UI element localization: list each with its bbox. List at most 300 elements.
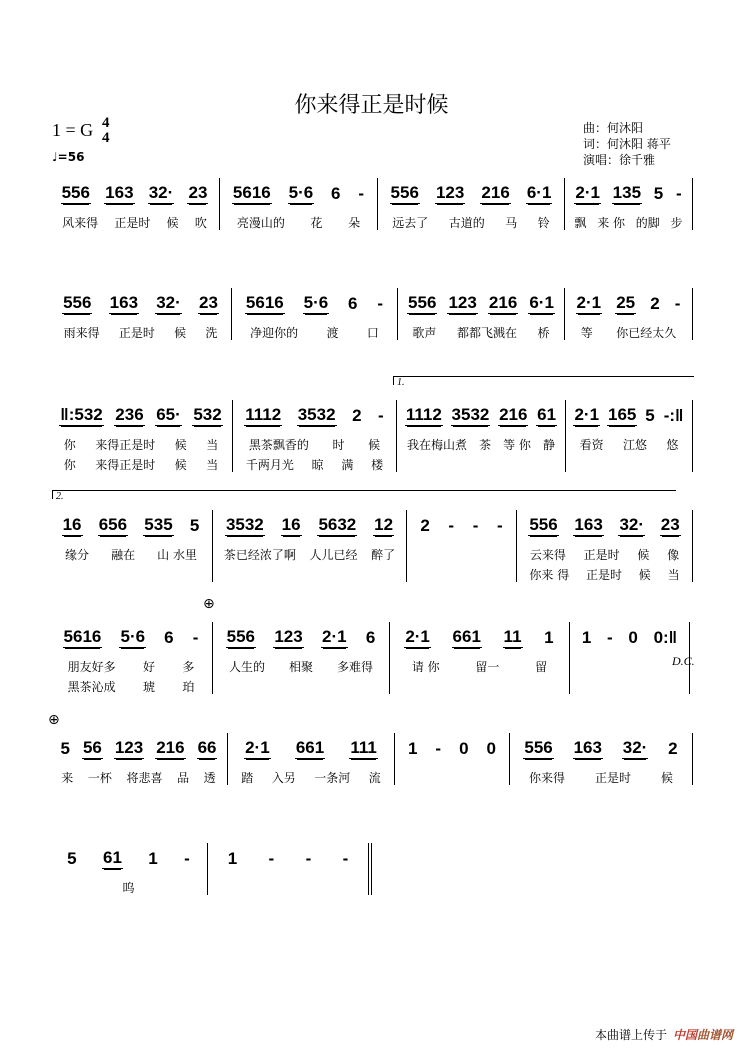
lyrics-line (521, 546, 688, 562)
measure (510, 733, 693, 785)
lyric-segment: 入另 (271, 771, 296, 785)
lyric-segment: 一杯 (87, 771, 112, 785)
note-group: 656 (98, 515, 128, 534)
note-group: 6·1 (529, 293, 554, 312)
lyric-segment: 来 你 (597, 216, 626, 230)
measure (213, 622, 390, 694)
note-group: 5 (189, 516, 200, 535)
lyric-segment: 步 (670, 216, 683, 230)
note-group: 2·1 (321, 627, 347, 646)
lyric-segment: 亮漫山的 (236, 216, 285, 230)
notes-row (232, 733, 390, 759)
note-group: 3532 (451, 405, 490, 424)
lyric-segment: 等 你 (503, 438, 531, 452)
notes-row (54, 733, 223, 759)
note-group: 163 (105, 183, 134, 202)
note-group: 3532 (225, 515, 264, 534)
lyric-segment: 渡 (326, 326, 339, 340)
lyric-segment: 茶已经浓了啊 (223, 548, 296, 562)
lyric-segment: 远去了 (392, 216, 429, 230)
note-group: 0 (628, 628, 638, 647)
logo-text-2: 曲谱网 (696, 1028, 733, 1042)
note-group: 0 (486, 739, 496, 758)
lyric-segment: 晾 (311, 458, 324, 472)
note-group: 5 (653, 184, 664, 203)
note-group: - (378, 406, 384, 425)
note-group: 135 (612, 183, 642, 202)
note-group: 123 (114, 738, 144, 757)
lyric-segment: 将悲喜 (126, 771, 163, 785)
measure (397, 400, 566, 472)
note-group: 163 (109, 293, 139, 312)
lyric-segment: 吹 (194, 216, 207, 230)
lyric-segment: 你已经太久 (616, 326, 677, 340)
lyrics-line (399, 769, 505, 785)
lyric-segment: 好 (142, 660, 155, 674)
note-group: 123 (274, 627, 303, 646)
note-group: 65· (156, 405, 181, 424)
lyric-segment: 正是时 (594, 771, 631, 785)
da-capo-marking: D.C. (672, 654, 695, 668)
measure (50, 178, 220, 230)
lyrics-line (54, 658, 208, 674)
lyric-segment: 多 (182, 660, 195, 674)
credit-singer: 演唱：徐千雅 (583, 153, 656, 167)
note-group: 2·1 (574, 405, 600, 424)
note-group: 556 (390, 183, 419, 202)
note-group: - (448, 516, 455, 535)
lyrics-line (236, 324, 393, 340)
lyrics-line (521, 566, 688, 582)
note-group: 1112 (405, 405, 442, 424)
measure (232, 288, 398, 340)
lyric-segment: 来 (61, 771, 74, 785)
note-group: - (675, 184, 682, 203)
note-group: -:‖ (663, 406, 684, 425)
lyric-segment: 候 (637, 548, 650, 562)
lyrics-line (54, 546, 208, 562)
note-group: 661 (452, 627, 481, 646)
lyric-segment: 古道的 (448, 216, 485, 230)
lyric-segment: 相聚 (288, 660, 313, 674)
lyric-segment: 多难得 (336, 660, 373, 674)
lyric-segment: 融在 (111, 548, 136, 562)
lyric-segment: 楼 (371, 458, 384, 472)
notes-row (402, 288, 560, 314)
time-signature (102, 116, 110, 146)
lyric-segment: 时 (332, 438, 345, 452)
lyrics-line (54, 436, 228, 452)
note-group: 5 (60, 739, 70, 758)
lyrics-line (569, 214, 688, 230)
lyric-segment: 悠 (666, 438, 679, 452)
notes-row (54, 843, 203, 869)
note-group: 1 (407, 739, 418, 758)
measure (220, 178, 378, 230)
measure (228, 733, 395, 785)
note-group: 5·6 (120, 627, 146, 646)
note-group: 25 (616, 293, 636, 312)
lyric-segment: 你 (63, 458, 76, 472)
lyrics-line (401, 436, 561, 452)
lyric-segment: 正是时 (114, 216, 151, 230)
lyric-segment: 山 水里 (157, 548, 197, 562)
lyrics-line (54, 678, 208, 694)
score-system (50, 622, 690, 694)
measure (395, 733, 510, 785)
notes-row (399, 733, 505, 759)
notes-row (54, 622, 208, 648)
measure (50, 288, 232, 340)
lyric-segment: 我在梅山煮 (407, 438, 468, 452)
notes-row (217, 622, 385, 648)
measure (390, 622, 570, 694)
notes-row (574, 622, 685, 648)
note-group: 556 (61, 183, 90, 202)
measure (407, 510, 517, 582)
note-group: 535 (144, 515, 173, 534)
lyric-segment: 来得正是时 (95, 458, 156, 472)
note-group: 1112 (245, 405, 282, 424)
lyrics-line (217, 546, 402, 562)
note-group: - (472, 516, 479, 535)
lyric-segment: 一条河 (314, 771, 351, 785)
notes-row (54, 400, 228, 426)
measure (50, 733, 228, 785)
lyric-segment: 来得正是时 (95, 438, 156, 452)
measure (570, 622, 690, 694)
credit-composer: 曲：何沐阳 (583, 121, 644, 135)
note-group: 0:‖ (653, 628, 678, 647)
lyric-segment: 当 (206, 458, 219, 472)
footer-text: 本曲谱上传于 (594, 1028, 667, 1042)
score-system (50, 510, 693, 582)
lyric-segment: 留一 (475, 660, 500, 674)
note-group: 16 (281, 515, 301, 534)
lyric-segment: 醉了 (371, 548, 396, 562)
lyrics-line (54, 214, 215, 230)
notes-row (569, 288, 688, 314)
lyric-segment: 候 (174, 458, 187, 472)
lyric-segment: 净迎你的 (250, 326, 299, 340)
lyrics-line (569, 324, 688, 340)
notes-row (521, 510, 688, 536)
lyric-segment: 珀 (182, 680, 195, 694)
note-group: 2 (668, 739, 678, 758)
lyrics-line (54, 324, 227, 340)
note-group: 5616 (232, 183, 271, 202)
lyric-segment: 铃 (537, 216, 550, 230)
note-group: 1 (148, 849, 158, 868)
lyric-segment: 江悠 (622, 438, 647, 452)
note-group: 0 (459, 739, 469, 758)
lyric-segment: 朵 (348, 216, 361, 230)
note-group: 6 (331, 184, 341, 203)
note-group: 556 (524, 738, 553, 757)
lyric-segment: 的脚 (635, 216, 660, 230)
score-system (50, 733, 693, 785)
measure (50, 622, 213, 694)
lyric-segment: 人生的 (228, 660, 265, 674)
notes-row (570, 400, 688, 426)
lyric-segment: 候 (174, 326, 187, 340)
score-system (50, 178, 693, 230)
lyric-segment: 风来得 (62, 216, 99, 230)
note-group: 5616 (63, 627, 102, 646)
lyric-segment: 静 (542, 438, 555, 452)
lyrics-line (394, 658, 565, 674)
footer (595, 1026, 733, 1043)
volta-1-bracket: 1. (393, 376, 694, 385)
note-group: 12 (374, 515, 394, 534)
lyric-segment: 歌声 (412, 326, 437, 340)
notes-row (236, 288, 393, 314)
note-group: - (358, 184, 365, 203)
note-group: 5616 (245, 293, 284, 312)
notes-row (54, 510, 208, 536)
note-group: 532 (193, 405, 222, 424)
note-group: 6 (348, 294, 358, 313)
note-group: 66 (197, 738, 217, 757)
note-group: - (497, 516, 503, 535)
lyric-segment: 正是时 (118, 326, 155, 340)
notes-row (212, 843, 364, 869)
lyrics-line (54, 456, 228, 472)
lyric-segment: 都都飞溅在 (456, 326, 517, 340)
notes-row (237, 400, 392, 426)
lyric-segment: 候 (638, 568, 651, 582)
note-group: 61 (103, 848, 122, 867)
lyrics-line (514, 769, 688, 785)
note-group: 5632 (318, 515, 357, 534)
lyric-segment: 云来得 (529, 548, 566, 562)
note-group: 56 (82, 738, 102, 757)
note-group: 6 (164, 628, 174, 647)
volta-2-bracket: 2. (52, 490, 676, 499)
measure (565, 178, 693, 230)
lyric-segment: 候 (368, 438, 381, 452)
measure (50, 400, 233, 472)
note-group: 2·1 (245, 738, 270, 757)
notes-row (514, 733, 688, 759)
note-group: - (184, 849, 190, 868)
note-group: 2·1 (405, 627, 430, 646)
note-group: 123 (435, 183, 465, 202)
measure (565, 288, 693, 340)
key-signature: 1 = G (52, 120, 94, 140)
note-group: 3532 (297, 405, 336, 424)
lyric-segment: 留 (535, 660, 548, 674)
song-title: 你来得正是时候 (294, 93, 449, 118)
lyric-segment: 花 (310, 216, 323, 230)
lyric-segment: 千两月光 (245, 458, 294, 472)
lyrics-line (237, 436, 392, 452)
note-group: 556 (226, 627, 256, 646)
note-group: 163 (573, 738, 602, 757)
note-group: 1 (227, 849, 238, 868)
lyric-segment: 黑茶飘香的 (248, 438, 309, 452)
lyric-segment: 正是时 (586, 568, 623, 582)
lyrics-line (237, 456, 392, 472)
lyric-segment: 桥 (537, 326, 550, 340)
note-group: 1 (544, 628, 554, 647)
measure (208, 843, 372, 895)
lyrics-line (54, 769, 223, 785)
note-group: 5 (645, 406, 655, 425)
lyric-segment: 缘分 (65, 548, 90, 562)
notes-row (401, 400, 561, 426)
measure (398, 288, 565, 340)
site-logo (673, 1026, 733, 1043)
note-group: 661 (295, 738, 325, 757)
lyrics-line (574, 658, 685, 674)
lyrics-line (232, 769, 390, 785)
note-group: 123 (448, 293, 477, 312)
note-group: - (435, 739, 442, 758)
note-group: 556 (63, 293, 92, 312)
lyric-segment: 黑茶沁成 (67, 680, 116, 694)
score-system (50, 843, 372, 895)
coda-sign-icon: ⊕ (203, 596, 215, 612)
notes-row (394, 622, 565, 648)
time-bottom: 4 (102, 130, 110, 146)
lyrics-line (217, 658, 385, 674)
lyrics-line (54, 879, 203, 895)
lyric-segment: 你来得 (528, 771, 565, 785)
note-group: 5·6 (303, 293, 329, 312)
note-group: 216 (499, 405, 528, 424)
measure (50, 843, 208, 895)
lyrics-line (212, 879, 364, 895)
notes-row (411, 510, 512, 536)
note-group: 23 (198, 293, 218, 312)
notes-row (569, 178, 688, 204)
lyric-segment: 洗 (205, 326, 218, 340)
notes-row (224, 178, 373, 204)
logo-text: 中国 (672, 1028, 697, 1042)
lyric-segment: 透 (203, 771, 216, 785)
lyric-segment: 流 (368, 771, 381, 785)
credit-lyricist: 词：何沐阳 蒋平 (583, 137, 671, 151)
lyric-segment: 呜 (122, 881, 135, 895)
credits (583, 120, 671, 168)
lyric-segment: 当 (206, 438, 219, 452)
note-group: 16 (62, 515, 82, 534)
note-group: 556 (529, 515, 558, 534)
lyrics-line (224, 214, 373, 230)
lyric-segment: 请 你 (411, 660, 440, 674)
lyric-segment: 候 (166, 216, 179, 230)
lyric-segment: 当 (667, 568, 680, 582)
coda-sign-icon: ⊕ (48, 712, 60, 728)
lyric-segment: 像 (667, 548, 680, 562)
note-group: 2·1 (575, 183, 600, 202)
note-group: 5·6 (288, 183, 314, 202)
lyric-segment: 茶 (479, 438, 492, 452)
lyrics-line (570, 436, 688, 452)
lyric-segment: 你来 得 (529, 568, 570, 582)
note-group: 165 (607, 405, 637, 424)
lyric-segment: 口 (366, 326, 379, 340)
note-group: 2 (420, 516, 430, 535)
lyric-segment: 朋友好多 (67, 660, 116, 674)
note-group: 6·1 (526, 183, 552, 202)
lyrics-line (402, 324, 560, 340)
note-group: - (342, 849, 349, 868)
lyric-segment: 琥 (142, 680, 155, 694)
note-group: 216 (156, 738, 185, 757)
measure (50, 510, 213, 582)
note-group: 32· (619, 515, 645, 534)
note-group: 556 (408, 293, 437, 312)
measure (517, 510, 693, 582)
lyric-segment: 人儿已经 (309, 548, 358, 562)
lyrics-line (382, 214, 560, 230)
lyric-segment: 你 (63, 438, 76, 452)
note-group: 6 (365, 628, 376, 647)
note-group: - (674, 294, 681, 313)
lyric-segment: 等 (580, 326, 593, 340)
note-group: 2 (352, 406, 362, 425)
lyric-segment: 踏 (241, 771, 254, 785)
lyric-segment: 马 (505, 216, 518, 230)
notes-row (217, 510, 402, 536)
lyric-segment: 候 (660, 771, 673, 785)
lyric-segment: 品 (177, 771, 190, 785)
note-group: 1 (581, 628, 592, 647)
note-group: 32· (148, 183, 174, 202)
note-group: 2 (650, 294, 660, 313)
note-group: 32· (156, 293, 181, 312)
lyric-segment: 满 (341, 458, 354, 472)
note-group: 111 (350, 738, 377, 757)
note-group: - (607, 628, 613, 647)
note-group: - (268, 849, 275, 868)
lyric-segment: 正是时 (583, 548, 620, 562)
note-group: 163 (574, 515, 603, 534)
note-group: - (192, 628, 199, 647)
time-top: 4 (102, 115, 110, 131)
note-group: - (305, 849, 312, 868)
notes-row (54, 178, 215, 204)
note-group: 216 (488, 293, 518, 312)
notes-row (54, 288, 227, 314)
note-group: 32· (622, 738, 648, 757)
measure (566, 400, 693, 472)
notes-row (382, 178, 560, 204)
measure (213, 510, 407, 582)
note-group: 23 (660, 515, 680, 534)
lyric-segment: 看资 (579, 438, 604, 452)
note-group: 23 (188, 183, 208, 202)
measure (378, 178, 565, 230)
note-group: 61 (537, 405, 557, 424)
note-group: 2·1 (576, 293, 602, 312)
tempo-marking: ♩=56 (52, 150, 85, 164)
note-group: 236 (115, 405, 144, 424)
lyric-segment: 飘 (574, 216, 587, 230)
measure (233, 400, 397, 472)
note-group: ‖:532 (60, 405, 103, 424)
score-system (50, 288, 693, 340)
note-group: - (377, 294, 384, 313)
lyric-segment: 候 (174, 438, 187, 452)
lyric-segment: 雨来得 (63, 326, 100, 340)
note-group: 11 (503, 627, 522, 646)
lyrics-line (411, 546, 512, 562)
note-group: 216 (481, 183, 510, 202)
note-group: 5 (67, 849, 77, 868)
